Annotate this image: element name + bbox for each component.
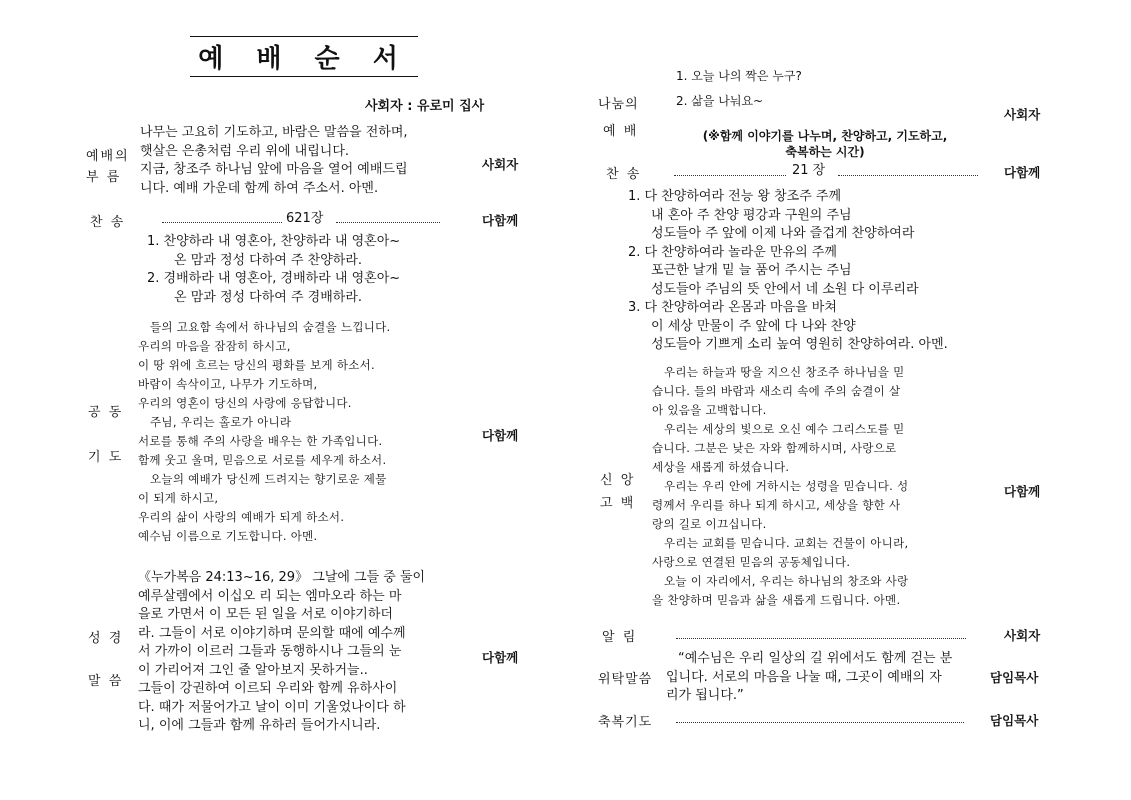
prayer-line: 바람이 속삭이고, 나무가 기도하며, (138, 377, 318, 391)
announce-role: 사회자 (1004, 628, 1041, 643)
blessing-role: 담임목사 (990, 713, 1039, 728)
creed-line: 랑의 길로 이끄십니다. (652, 517, 767, 531)
scripture-line: 《누가복음 24:13~16, 29》 그날에 그들 중 둘이 (138, 570, 426, 585)
sharing-note (672, 128, 978, 160)
page-title: 예 배 순 서 (198, 44, 410, 74)
call-line: 지금, 창조주 하나님 앞에 마음을 열어 예배드립 (140, 162, 408, 177)
words-text (666, 650, 952, 706)
hymn-line: 온 맘과 정성 다하여 주 경배하라. (174, 289, 363, 305)
hymn2-line: 성도들아 기쁘게 소리 높여 영원히 찬양하여라. 아멘. (651, 337, 948, 352)
prayer-role: 다함께 (482, 428, 519, 443)
scripture-line: 이 가리어져 그인 줄 알아보지 못하거늘.. (138, 662, 368, 678)
creed-line: 아 있음을 고백합니다. (652, 403, 767, 417)
prayer-line: 오늘의 예배가 당신께 드려지는 향기로운 제물 (150, 472, 387, 486)
prayer-line: 우리의 삶이 사랑의 예배가 되게 하소서. (138, 510, 345, 524)
hymn2-line: 이 세상 만물이 주 앞에 다 나와 찬양 (651, 318, 856, 334)
hymn2-lyrics (628, 188, 948, 355)
creed-line: 우리는 하늘과 땅을 지으신 창조주 하나님을 믿 (664, 365, 905, 379)
creed-line: 령께서 우리를 하나 되게 하시고, 세상을 향한 사 (652, 498, 901, 512)
hymn2-line: 3. 다 찬양하여라 온몸과 마음을 바쳐 (628, 300, 837, 315)
call-role: 사회자 (482, 157, 519, 172)
creed-role: 다함께 (1004, 484, 1041, 499)
prayer-line: 예수님 이름으로 기도합니다. 아멘. (138, 529, 318, 543)
hymn2-role: 다함께 (1004, 165, 1041, 180)
words-role: 담임목사 (990, 670, 1039, 685)
presider-line: 사회자 : 유로미 집사 (365, 99, 485, 114)
scripture-line: 라. 그들이 서로 이야기하며 문의할 때에 예수께 (138, 625, 406, 641)
scripture-line: 다. 때가 저물어가고 날이 이미 기울었나이다 하 (138, 699, 406, 715)
sharing-note-line: (※함께 이야기를 나누며, 찬양하고, 기도하고, (702, 129, 948, 143)
prayer-line: 들의 고요함 속에서 하나님의 숨결을 느낍니다. (150, 320, 391, 334)
creed-line: 사랑으로 연결된 믿음의 공동체입니다. (652, 555, 851, 569)
scripture-line: 예루살렘에서 이십오 리 되는 엠마오라 하는 마 (138, 588, 402, 604)
creed-line: 습니다. 그분은 낮은 자와 함께하시며, 사랑으로 (652, 441, 897, 455)
blessing-dots (676, 722, 964, 723)
title-top-rule (190, 36, 418, 37)
sharing-note-line: 축복하는 시간) (785, 145, 865, 159)
prayer-line: 우리의 영혼이 당신의 사랑에 응답합니다. (138, 396, 352, 410)
creed-label-1: 신 앙 (600, 473, 636, 488)
hymn-leader-dots (162, 222, 282, 223)
hymn2-trailer-dots (838, 175, 978, 176)
creed-label-2: 고 백 (600, 496, 636, 511)
call-line: 니다. 예배 가운데 함께 하여 주소서. 아멘. (140, 180, 379, 196)
sharing-label-1: 나눔의 (598, 97, 639, 112)
words-line: 리가 됩니다.” (666, 688, 744, 703)
prayer-line: 우리의 마음을 잠잠히 하시고, (138, 339, 291, 353)
scripture-line: 그들이 강권하여 이르되 우리와 함께 유하사이 (138, 681, 398, 696)
call-label-2: 부 름 (86, 170, 122, 185)
call-label-1: 예배의 (86, 149, 130, 164)
hymn2-line: 성도들아 주 앞에 이제 나와 즐겁게 찬양하여라 (651, 226, 915, 241)
call-line: 햇살은 은총처럼 우리 위에 내립니다. (140, 143, 350, 159)
hymn-line: 2. 경배하라 내 영혼아, 경배하라 내 영혼아~ (147, 271, 401, 286)
scripture-line: 을로 가면서 이 모든 된 일을 서로 이야기하더 (138, 607, 393, 622)
hymn-line: 1. 찬양하라 내 영혼아, 찬양하라 내 영혼아~ (147, 234, 401, 249)
prayer-line: 서로를 통해 주의 사랑을 배우는 한 가족입니다. (138, 434, 383, 448)
words-line: 입니다. 서로의 마음을 나눌 때, 그곳이 예배의 자 (666, 669, 942, 685)
creed-line: 우리는 교회를 믿습니다. 교회는 건물이 아니라, (664, 536, 909, 550)
prayer-label-2: 기 도 (88, 450, 124, 465)
hymn-number: 621장 (286, 211, 324, 226)
creed-line: 오늘 이 자리에서, 우리는 하나님의 창조와 사랑 (664, 574, 909, 588)
prayer-line: 함께 웃고 울며, 믿음으로 서로를 세우게 하소서. (138, 453, 387, 467)
sharing-label-2: 예 배 (603, 124, 639, 139)
announce-label: 알 림 (602, 630, 638, 645)
scripture-label-1: 성 경 (88, 631, 124, 646)
hymn2-line: 성도들아 주님의 뜻 안에서 네 소원 다 이루리라 (651, 281, 919, 297)
call-text (140, 124, 408, 198)
title-bottom-rule (190, 76, 418, 77)
hymn-label: 찬 송 (90, 215, 126, 230)
creed-line: 세상을 새롭게 하셨습니다. (652, 460, 790, 474)
prayer-text (138, 318, 391, 546)
scripture-label-2: 말 씀 (88, 674, 124, 689)
announce-dots (676, 638, 966, 639)
sharing-role: 사회자 (1004, 107, 1041, 122)
hymn2-line: 1. 다 찬양하여라 전능 왕 창조주 주께 (628, 189, 842, 204)
call-line: 나무는 고요히 기도하고, 바람은 말씀을 전하며, (140, 125, 408, 140)
sharing-item: 2. 삶을 나눠요~ (676, 94, 764, 108)
prayer-label-1: 공 동 (88, 405, 124, 420)
prayer-line: 주님, 우리는 홀로가 아니라 (150, 415, 292, 429)
scripture-line: 니, 이에 그들과 함께 유하러 들어가시니라. (138, 718, 381, 733)
creed-line: 을 찬양하며 믿음과 삶을 새롭게 드립니다. 아멘. (652, 593, 901, 607)
hymn-trailer-dots (336, 222, 440, 223)
words-line: “예수님은 우리 일상의 길 위에서도 함께 걷는 분 (678, 651, 953, 666)
hymn-role: 다함께 (482, 213, 519, 228)
prayer-line: 이 되게 하시고, (138, 491, 219, 505)
hymn-lyrics (147, 233, 400, 307)
hymn2-leader-dots (674, 175, 786, 176)
scripture-text (138, 569, 425, 736)
hymn2-label: 찬 송 (606, 167, 642, 182)
scripture-line: 서 가까이 이르러 그들과 동행하시나 그들의 눈 (138, 644, 402, 659)
creed-line: 우리는 세상의 빛으로 오신 예수 그리스도를 믿 (664, 422, 905, 436)
creed-line: 습니다. 들의 바람과 새소리 속에 주의 숨결이 살 (652, 384, 901, 398)
hymn-line: 온 맘과 정성 다하여 주 찬양하라. (174, 252, 363, 268)
words-label: 위탁말씀 (598, 672, 653, 687)
sharing-item: 1. 오늘 나의 짝은 누구? (676, 69, 802, 83)
creed-text (652, 363, 908, 610)
prayer-line: 이 땅 위에 흐르는 당신의 평화를 보게 하소서. (138, 358, 376, 372)
blessing-label: 축복기도 (598, 715, 653, 730)
creed-line: 우리는 우리 안에 거하시는 성령을 믿습니다. 성 (664, 479, 909, 493)
hymn2-number: 21 장 (792, 163, 826, 178)
sharing-items (676, 64, 802, 114)
scripture-role: 다함께 (482, 650, 519, 665)
hymn2-line: 2. 다 찬양하여라 놀라운 만유의 주께 (628, 244, 837, 260)
hymn2-line: 내 혼아 주 찬양 평강과 구원의 주님 (651, 207, 852, 223)
hymn2-line: 포근한 날개 밑 늘 품어 주시는 주님 (651, 263, 852, 278)
